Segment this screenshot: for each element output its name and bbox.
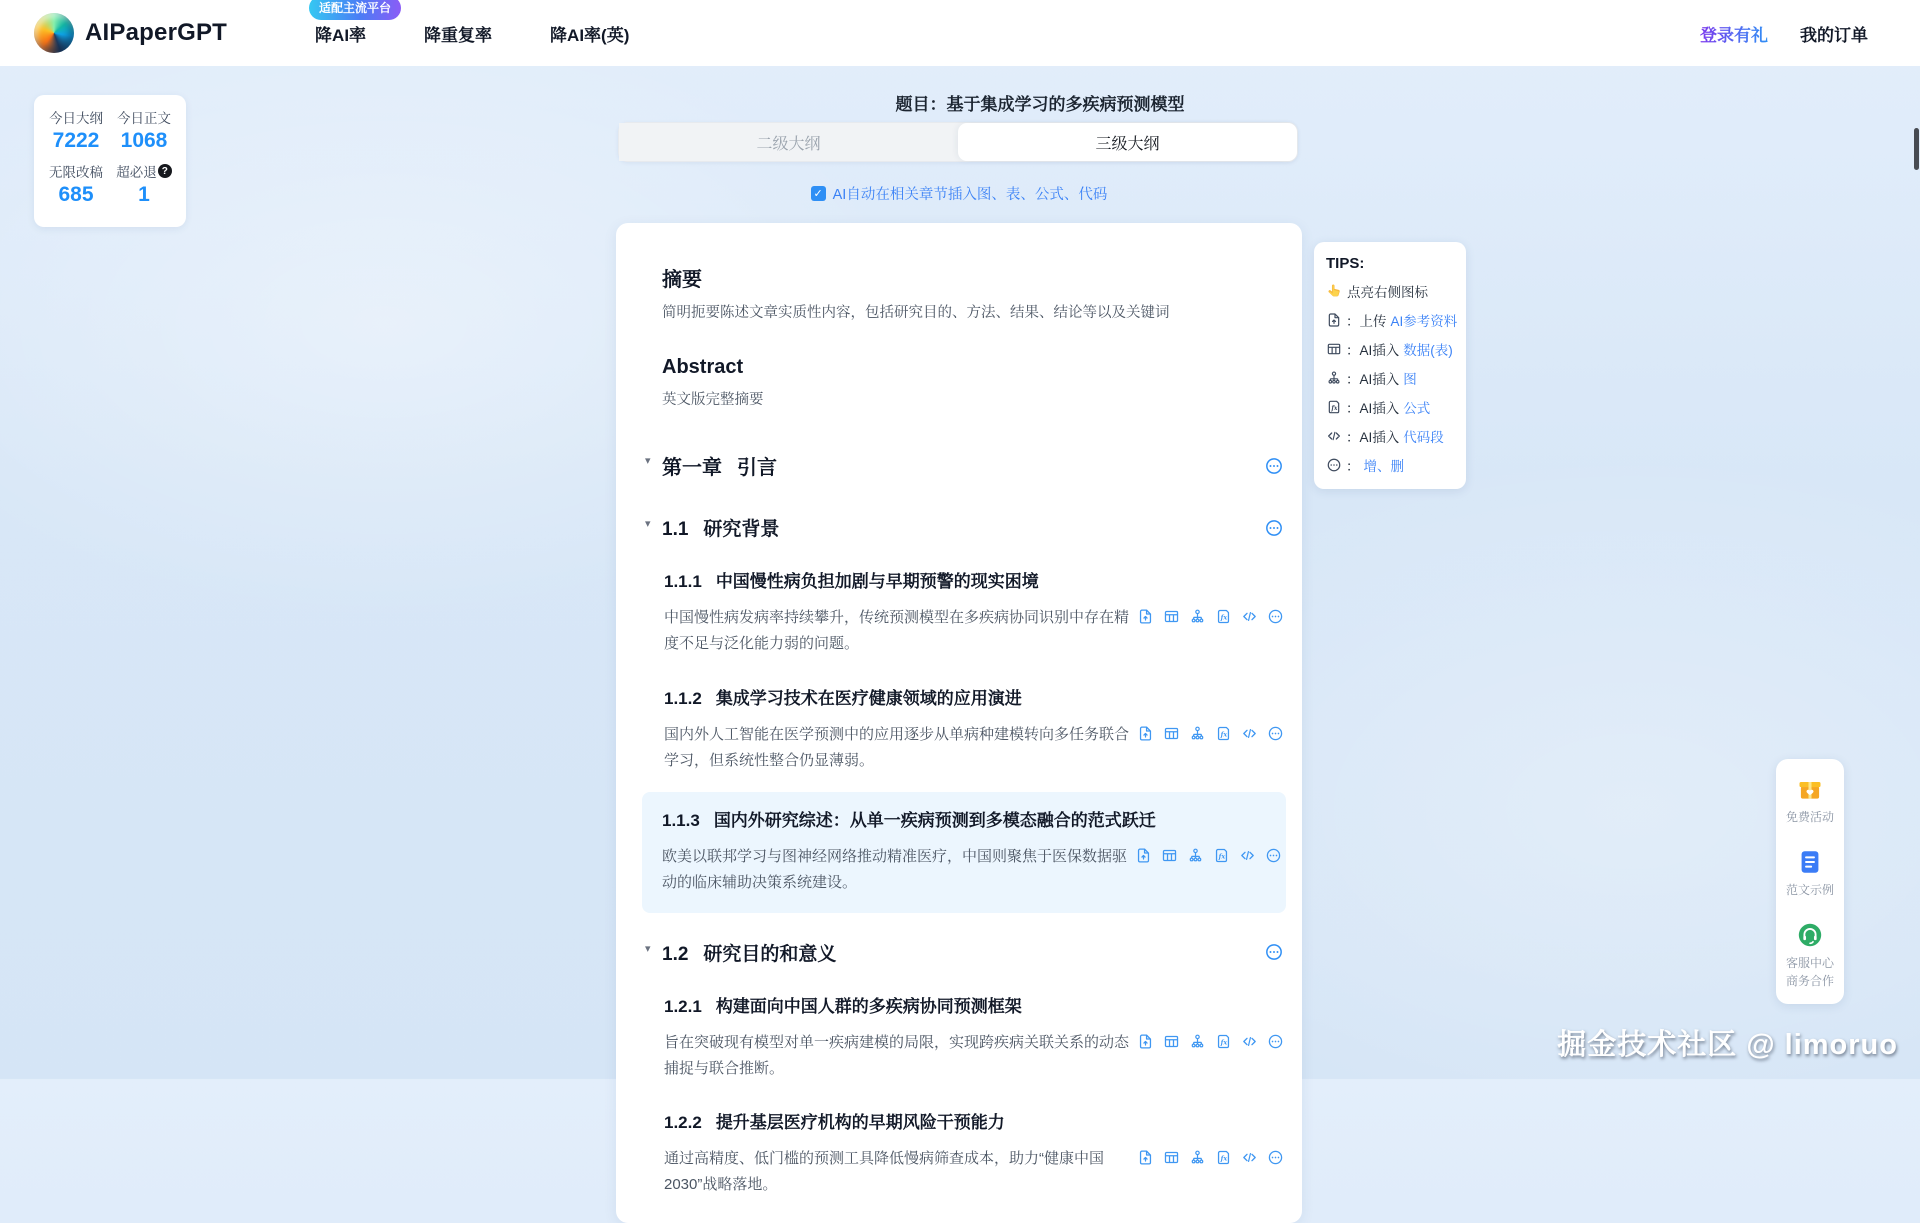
ellipsis-circle-icon [1326,457,1342,473]
insert-figure-icon[interactable] [1189,725,1206,742]
insert-formula-icon[interactable] [1215,725,1232,742]
insert-formula-icon[interactable] [1215,1033,1232,1050]
collapse-caret-icon[interactable]: ▾ [645,455,651,467]
insert-figure-icon[interactable] [1189,608,1206,625]
insert-actions-row [1137,1033,1284,1050]
formula-icon [1326,399,1342,415]
upload-reference-icon[interactable] [1137,725,1154,742]
platform-badge: 适配主流平台 [309,0,401,20]
subsection-1-2-2-body: 通过高精度、低门槛的预测工具降低慢病筛查成本，助力“健康中国2030”战略落地。 [664,1150,1104,1194]
sample-essay-label: 范文示例 [1785,883,1834,897]
insert-actions-row [1137,608,1284,625]
tab-level3-outline[interactable]: 三级大纲 [958,123,1297,161]
section-1-1-row [645,514,1286,541]
document-icon [1796,848,1824,876]
login-gift-link[interactable]: 登录有礼 [1700,21,1768,46]
insert-code-icon[interactable] [1241,1033,1258,1050]
subsection-1-1-2-title: 1.1.2 集成学习技术在医疗健康领域的应用演进 [664,688,1022,708]
insert-code-icon[interactable] [1239,847,1256,864]
collapse-caret-icon[interactable]: ▾ [645,518,651,530]
tips-pointer-line: 点亮右侧图标 [1326,281,1454,301]
usage-stats-card [34,95,186,227]
tips-link[interactable]: AI参考资料 [1390,314,1458,329]
stat-label-unlimited-revision: 无限改稿 [49,165,103,180]
sample-essay-item[interactable] [1786,848,1834,899]
logo-sphere-icon [34,13,74,53]
auto-insert-label: AI自动在相关章节插入图、表、公式、代码 [832,187,1108,203]
insert-code-icon[interactable] [1241,1149,1258,1166]
insert-actions-row [1135,847,1282,864]
tips-link[interactable]: 图 [1403,372,1417,387]
tips-row-formula: ：AI插入 公式 [1326,397,1454,417]
subsection-1-1-2-body: 国内外人工智能在医学预测中的应用逐步从单病种建模转向多任务联合学习，但系统性整合仍显薄弱。 [664,725,1130,769]
stat-label-body-today: 今日正文 [117,111,171,126]
free-activity-label: 免费活动 [1785,810,1834,824]
stat-value-outline-today: 7222 [52,129,100,152]
subsection-1-2-1 [662,992,1286,1083]
tips-row-upload: ：上传 AI参考资料 [1326,310,1454,330]
add-remove-icon[interactable] [1267,1149,1284,1166]
help-icon[interactable]: ? [158,164,172,178]
upload-document-icon [1326,312,1342,328]
subsection-1-1-2 [662,684,1286,775]
section-1-2-row [645,939,1286,966]
upload-reference-icon[interactable] [1137,1149,1154,1166]
stat-label-refund-guarantee: 超必退 ? [112,161,176,181]
upload-reference-icon[interactable] [1137,608,1154,625]
flowchart-icon [1326,370,1342,386]
outline-level-tabs [618,122,1298,162]
tips-row-add-remove: ： 增、删 [1326,455,1454,475]
subsection-1-1-1-body: 中国慢性病发病率持续攀升，传统预测模型在多疾病协同识别中存在精度不足与泛化能力弱的问题。 [664,609,1130,653]
insert-code-icon[interactable] [1241,608,1258,625]
insert-figure-icon[interactable] [1189,1149,1206,1166]
stat-label-outline-today: 今日大纲 [49,111,103,126]
collapse-caret-icon[interactable]: ▾ [645,942,651,955]
code-icon [1326,428,1342,444]
add-remove-icon[interactable] [1264,518,1284,538]
stat-value-refund-guarantee: 1 [138,183,150,206]
insert-table-icon[interactable] [1163,725,1180,742]
tips-row-code: ：AI插入 代码段 [1326,426,1454,446]
insert-table-icon[interactable] [1163,608,1180,625]
insert-formula-icon[interactable] [1215,608,1232,625]
section-1-1-title: 1.1 研究背景 [662,519,780,540]
gift-icon [1796,775,1824,803]
add-remove-icon[interactable] [1264,456,1284,476]
chapter-1-title: 第一章 引言 [662,457,777,479]
main-nav [315,0,630,46]
subsection-1-2-1-body: 旨在突破现有模型对单一疾病建模的局限，实现跨疾病关联关系的动态捕捉与联合推断。 [664,1033,1130,1077]
tips-row-figure: ：AI插入 图 [1326,368,1454,388]
insert-table-icon[interactable] [1161,847,1178,864]
upload-reference-icon[interactable] [1135,847,1152,864]
table-icon [1326,341,1342,357]
nav-item-reduce-ai-rate-en[interactable]: 降AI率(英) [550,25,630,45]
tab-level2-outline[interactable]: 二级大纲 [619,123,958,161]
outline-card [616,223,1302,1223]
section-1-2-title: 1.2 研究目的和意义 [662,943,837,965]
pointing-hand-icon [1326,283,1343,300]
subsection-1-1-3-title: 1.1.3 国内外研究综述：从单一疾病预测到多模态融合的范式跃迁 [662,811,1156,830]
insert-code-icon[interactable] [1241,725,1258,742]
stat-value-unlimited-revision: 685 [58,183,94,206]
top-navbar [0,0,1920,66]
insert-table-icon[interactable] [1163,1033,1180,1050]
subsection-1-2-2-title: 1.2.2 提升基层医疗机构的早期风险干预能力 [664,1113,1005,1132]
add-remove-icon[interactable] [1264,942,1284,962]
abstract-en-heading: Abstract [662,356,744,378]
customer-service-label: 客服中心 商务合作 [1785,956,1834,988]
logo-text: AIPaperGPT [85,19,228,46]
add-remove-icon[interactable] [1267,608,1284,625]
abstract-cn-heading: 摘要 [662,269,702,291]
subsection-1-1-3-body: 欧美以联邦学习与图神经网络推动精准医疗，中国则聚焦于医保数据驱动的临床辅助决策系统建设。 [662,848,1128,892]
checkbox-checked-icon[interactable]: ✓ [811,186,826,201]
insert-formula-icon[interactable] [1213,847,1230,864]
tips-link[interactable]: 数据(表) [1403,343,1453,358]
insert-actions-row [1137,725,1284,742]
subsection-1-2-2 [662,1108,1286,1199]
stat-value-body-today: 1068 [120,129,168,152]
tips-link[interactable]: 公式 [1403,401,1431,416]
tips-heading: TIPS: [1326,255,1365,272]
tips-row-table: ：AI插入 数据(表) [1326,339,1454,359]
nav-item-reduce-duplicate-rate[interactable]: 降重复率 [424,25,493,45]
abstract-cn-desc: 简明扼要陈述文章实质性内容，包括研究目的、方法、结果、结论等以及关键词 [662,305,1170,321]
add-remove-icon[interactable] [1267,725,1284,742]
headset-icon [1796,921,1824,949]
tips-link[interactable]: 代码段 [1403,430,1444,445]
customer-service-item[interactable] [1786,921,1834,990]
upload-reference-icon[interactable] [1137,1033,1154,1050]
insert-figure-icon[interactable] [1189,1033,1206,1050]
tips-card [1314,242,1466,489]
auto-insert-checkbox-row[interactable] [616,183,1302,204]
subsection-1-1-1-title: 1.1.1 中国慢性病负担加剧与早期预警的现实困境 [664,572,1039,591]
paper-title: 题目：基于集成学习的多疾病预测模型 [895,95,1185,114]
nav-item-reduce-ai-rate[interactable]: 降AI率 [315,25,367,45]
insert-table-icon[interactable] [1163,1149,1180,1166]
watermark-text: 掘金技术社区 @ limoruo [1557,1029,1898,1061]
add-remove-icon[interactable] [1267,1033,1284,1050]
subsection-1-1-1 [662,567,1286,658]
insert-figure-icon[interactable] [1187,847,1204,864]
insert-actions-row [1137,1149,1284,1166]
my-orders-link[interactable]: 我的订单 [1800,25,1868,45]
add-remove-icon[interactable] [1265,847,1282,864]
abstract-en-desc: 英文版完整摘要 [662,392,764,408]
scrollbar-thumb[interactable] [1914,128,1919,170]
chapter-1-row [645,451,1286,480]
subsection-1-2-1-title: 1.2.1 构建面向中国人群的多疾病协同预测框架 [664,996,1022,1016]
insert-formula-icon[interactable] [1215,1149,1232,1166]
app-logo[interactable] [34,13,227,53]
free-activity-item[interactable] [1786,775,1834,826]
tips-link[interactable]: 增、删 [1363,459,1404,474]
floating-side-widget [1776,759,1844,1004]
subsection-1-1-3[interactable] [642,792,1286,913]
